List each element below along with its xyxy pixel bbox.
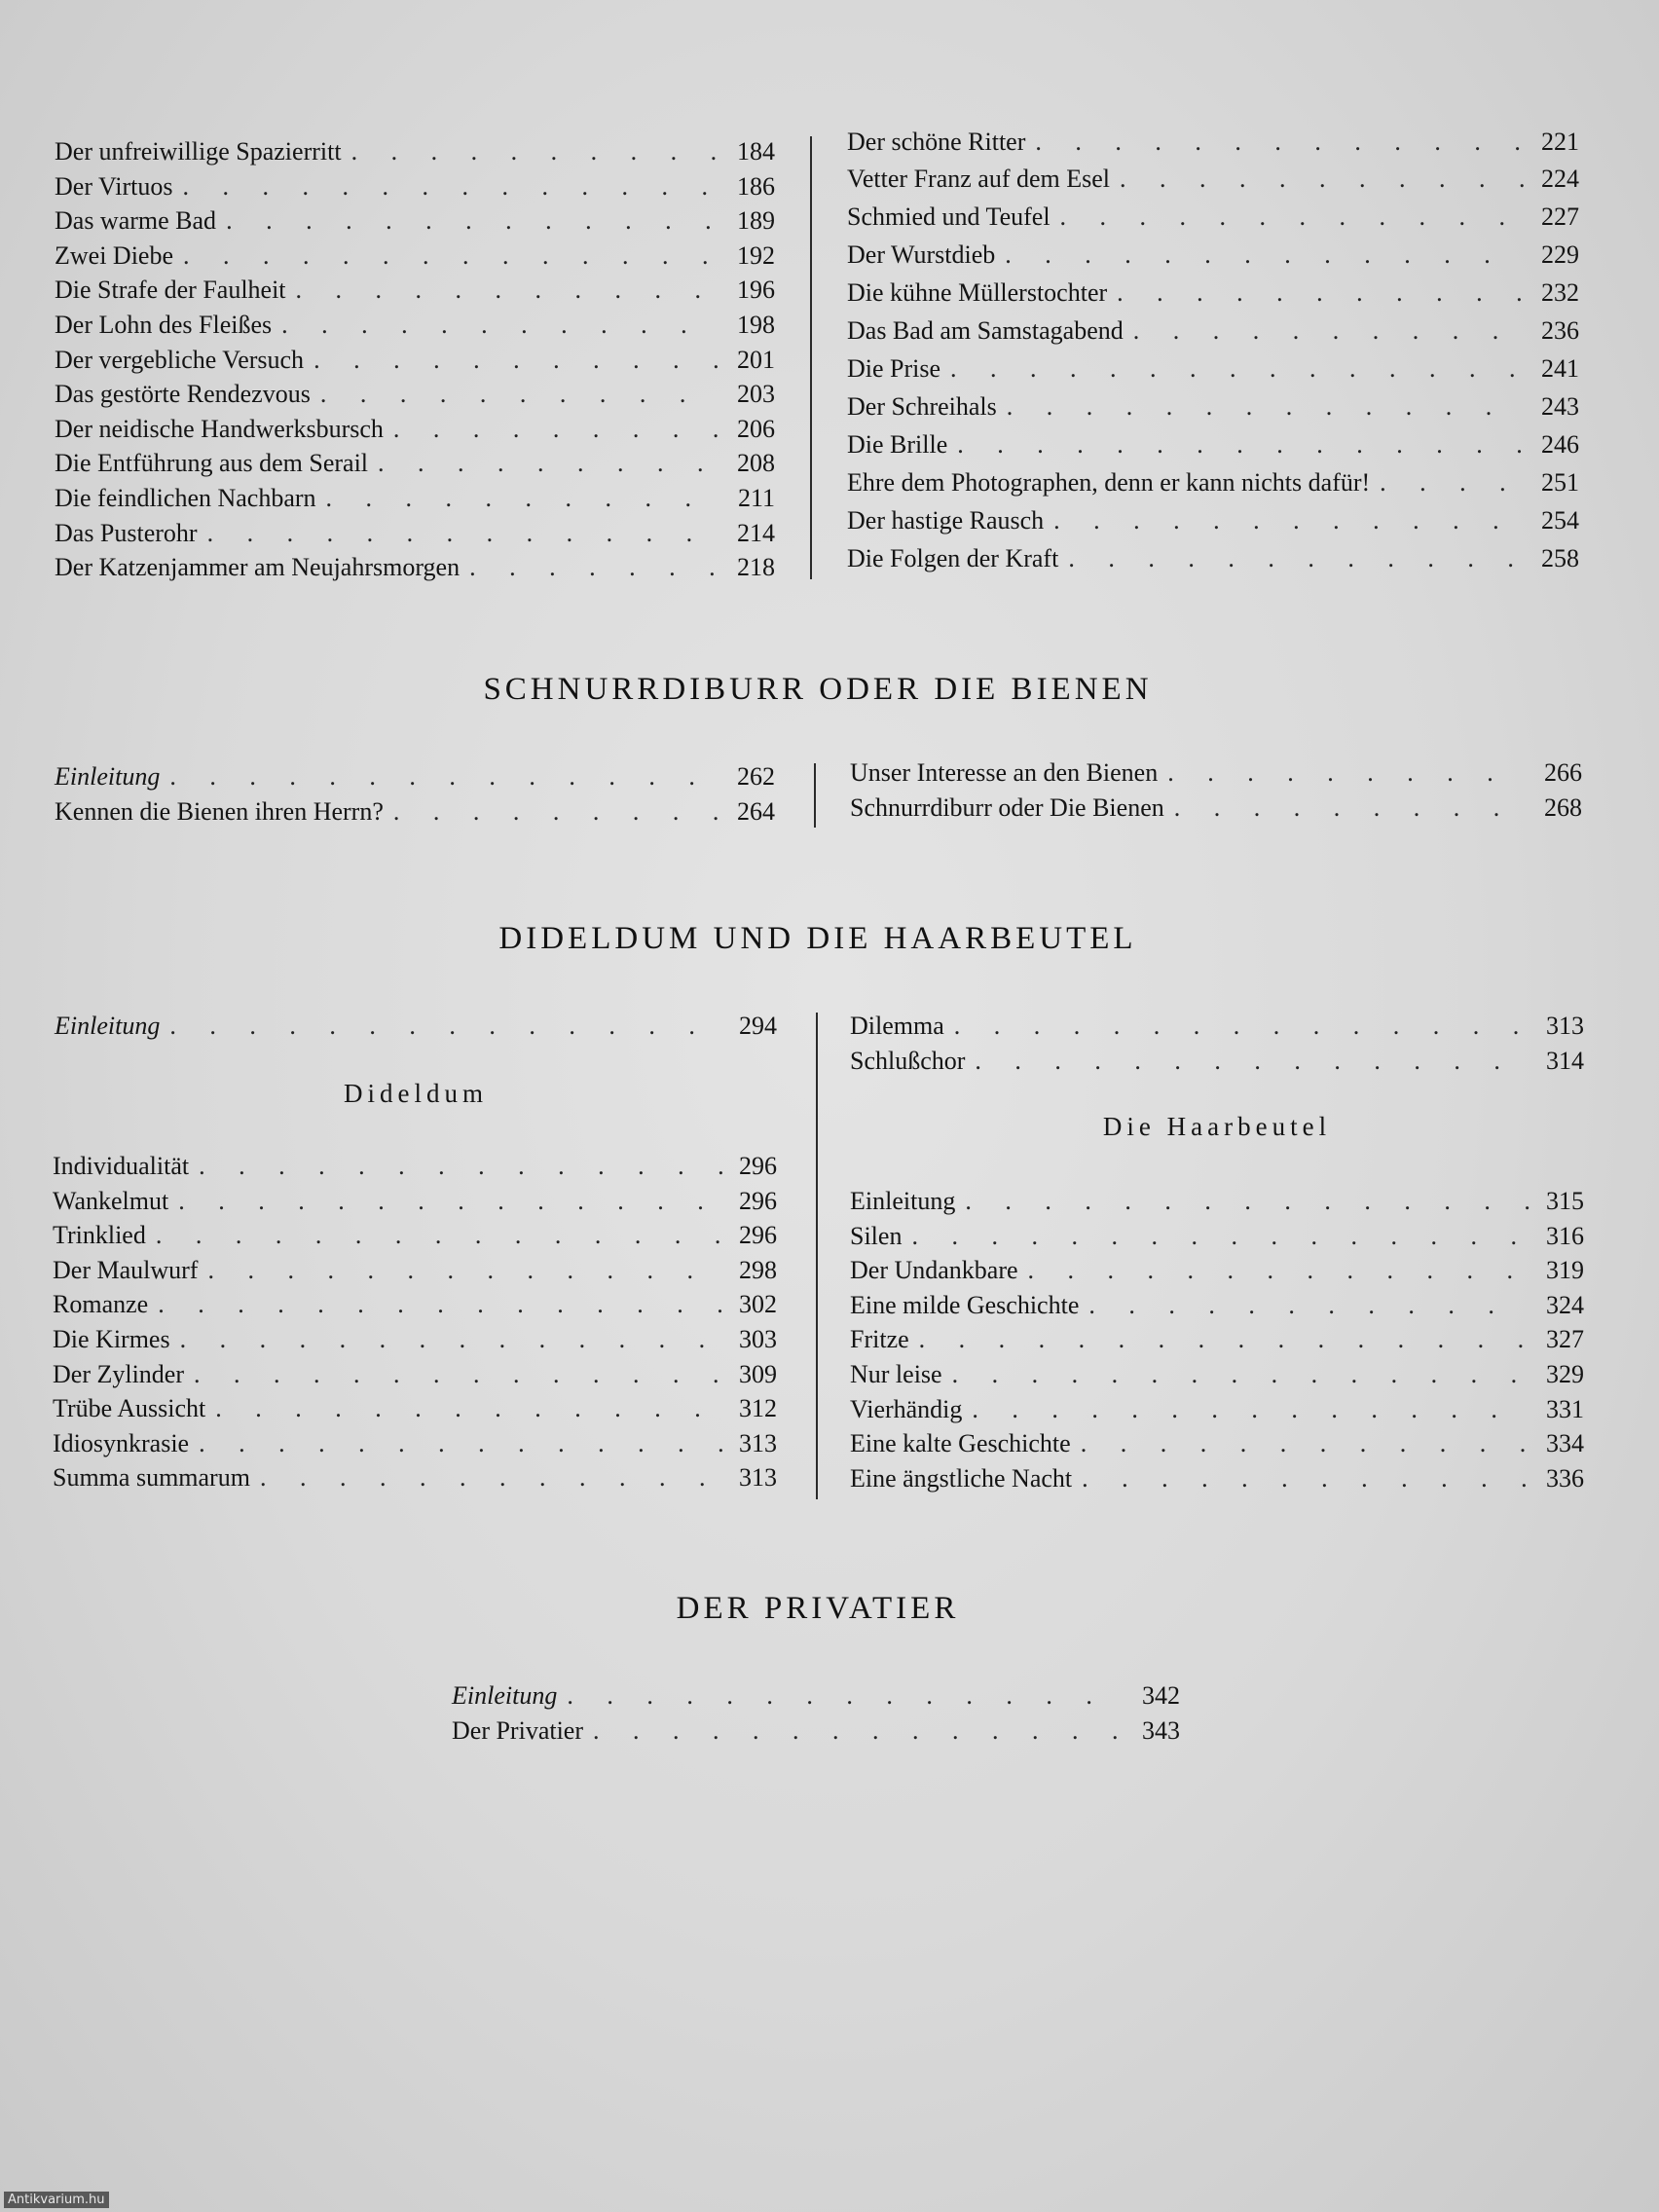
entry-title: Trübe Aussicht <box>53 1394 206 1423</box>
entry-title: Trinklied <box>53 1221 146 1250</box>
toc-entry <box>55 516 775 551</box>
subsection-heading-dideldum: Dideldum <box>344 1079 488 1108</box>
toc-entry <box>53 1218 777 1253</box>
entry-page: 236 <box>1541 315 1579 345</box>
toc-entry <box>847 501 1579 539</box>
toc-entry <box>53 1184 777 1219</box>
toc-entry <box>847 236 1579 274</box>
leader-dots <box>199 1426 722 1461</box>
leader-dots <box>180 1322 722 1357</box>
toc-entry <box>850 1044 1584 1079</box>
entry-title: Der Zylinder <box>53 1359 185 1388</box>
leader-dots <box>1120 160 1525 198</box>
leader-dots <box>954 1009 1530 1044</box>
toc-entry <box>847 463 1579 501</box>
toc-entry <box>847 539 1579 577</box>
entry-page: 334 <box>1546 1429 1584 1458</box>
toc-entry <box>847 125 1579 160</box>
entry-title: Eine ängstliche Nacht <box>850 1463 1073 1493</box>
leader-dots <box>393 794 720 830</box>
entry-title: Schlußchor <box>850 1046 966 1075</box>
leader-dots <box>169 759 720 794</box>
entry-page: 331 <box>1546 1394 1584 1423</box>
section-heading-dideldum: DIDELDUM UND DIE HAARBEUTEL <box>498 921 1137 956</box>
toc-entry <box>850 1253 1584 1288</box>
toc-entry <box>55 343 775 378</box>
entry-title: Der Undankbare <box>850 1256 1018 1285</box>
entry-page: 189 <box>737 206 775 236</box>
entry-page: 342 <box>1142 1681 1180 1710</box>
leader-dots <box>957 425 1525 463</box>
entry-page: 319 <box>1546 1256 1584 1285</box>
entry-page: 309 <box>739 1359 777 1388</box>
entry-page: 303 <box>739 1324 777 1353</box>
entry-page: 329 <box>1546 1359 1584 1388</box>
column-divider <box>810 136 812 579</box>
leader-dots <box>326 481 720 516</box>
leader-dots <box>281 308 720 343</box>
entry-title: Einleitung <box>55 762 161 791</box>
leader-dots <box>975 1044 1530 1079</box>
entry-page: 343 <box>1142 1715 1180 1745</box>
toc-entry <box>850 1322 1584 1357</box>
entry-page: 241 <box>1541 353 1579 383</box>
entry-title: Die feindlichen Nachbarn <box>55 483 316 512</box>
entry-title: Vetter Franz auf dem Esel <box>847 164 1111 193</box>
toc-entry <box>847 387 1579 425</box>
leader-dots <box>911 1219 1530 1254</box>
entry-title: Dilemma <box>850 1012 944 1040</box>
toc-entry <box>53 1253 777 1288</box>
entry-page: 243 <box>1541 391 1579 421</box>
entry-title: Einleitung <box>850 1187 956 1215</box>
toc-entry <box>53 1149 777 1184</box>
leader-dots <box>260 1460 722 1495</box>
leader-dots <box>1174 791 1528 826</box>
leader-dots <box>207 1253 722 1288</box>
leader-dots <box>1133 312 1525 350</box>
entry-page: 336 <box>1546 1463 1584 1493</box>
toc-entry <box>53 1322 777 1357</box>
entry-title: Einleitung <box>452 1681 558 1710</box>
toc-entry <box>847 160 1579 198</box>
entry-page: 232 <box>1541 277 1579 307</box>
leader-dots <box>469 550 720 585</box>
entry-title: Das gestörte Rendezvous <box>55 380 311 409</box>
entry-page: 254 <box>1541 505 1579 535</box>
entry-title: Der Wurstdieb <box>847 240 996 269</box>
entry-title: Die kühne Müllerstochter <box>847 277 1108 307</box>
entry-page: 302 <box>739 1290 777 1319</box>
toc-entry <box>53 1357 777 1392</box>
dideldum-intro <box>55 1009 777 1044</box>
toc-entry <box>850 791 1582 826</box>
entry-title: Das Bad am Samstagabend <box>847 315 1124 345</box>
schnurrdiburr-right-column <box>850 756 1582 825</box>
entry-page: 227 <box>1541 202 1579 231</box>
entry-page: 312 <box>739 1394 777 1423</box>
entry-title: Die Brille <box>847 429 948 459</box>
leader-dots <box>1053 501 1525 539</box>
toc-entry <box>55 308 775 343</box>
leader-dots <box>919 1322 1530 1357</box>
entry-page: 196 <box>737 276 775 305</box>
toc-entry <box>452 1678 1180 1714</box>
entry-title: Der Katzenjammer am Neujahrsmorgen <box>55 553 461 582</box>
leader-dots <box>1117 274 1525 312</box>
entry-page: 208 <box>737 449 775 478</box>
toc-entry <box>55 412 775 447</box>
entry-title: Der unfreiwillige Spazierritt <box>55 137 342 166</box>
toc-entry <box>55 759 775 794</box>
toc-entry <box>847 312 1579 350</box>
entry-page: 313 <box>739 1463 777 1493</box>
toc-entry <box>53 1426 777 1461</box>
entry-page: 218 <box>737 553 775 582</box>
toc-entry <box>55 239 775 274</box>
leader-dots <box>1068 539 1525 577</box>
toc-entry <box>850 1357 1584 1392</box>
entry-title: Das Pusterohr <box>55 518 198 547</box>
leader-dots <box>1082 1461 1530 1496</box>
entry-title: Romanze <box>53 1290 149 1319</box>
entry-title: Die Strafe der Faulheit <box>55 276 286 305</box>
toc-entry <box>847 425 1579 463</box>
leader-dots <box>1088 1288 1530 1323</box>
entry-title: Schmied und Teufel <box>847 202 1051 231</box>
entry-title: Nur leise <box>850 1359 942 1388</box>
entry-page: 296 <box>739 1152 777 1180</box>
dideldum-left-column <box>53 1149 777 1495</box>
entry-title: Vierhändig <box>850 1394 963 1423</box>
subsection-heading-haarbeutel: Die Haarbeutel <box>1102 1112 1332 1141</box>
entry-title: Die Prise <box>847 353 941 383</box>
toc-entry <box>53 1287 777 1322</box>
toc-entry <box>55 794 775 830</box>
leader-dots <box>296 273 720 308</box>
entry-title: Zwei Diebe <box>55 240 174 270</box>
entry-title: Der Schreihals <box>847 391 997 421</box>
entry-title: Silen <box>850 1221 903 1250</box>
toc-entry <box>55 134 775 169</box>
entry-page: 251 <box>1541 467 1579 497</box>
entry-title: Einleitung <box>55 1012 161 1040</box>
entry-page: 316 <box>1546 1221 1584 1250</box>
entry-title: Individualität <box>53 1152 190 1180</box>
entry-page: 315 <box>1546 1187 1584 1215</box>
entry-page: 198 <box>737 310 775 339</box>
toc-entry <box>850 1184 1584 1219</box>
entry-title: Ehre dem Photographen, denn er kann nichts dafür! <box>847 467 1371 497</box>
entry-page: 211 <box>737 483 775 512</box>
leader-dots <box>393 412 720 447</box>
entry-page: 246 <box>1541 429 1579 459</box>
leader-dots <box>351 134 720 169</box>
leader-dots <box>178 1184 722 1219</box>
entry-title: Das warme Bad <box>55 206 217 236</box>
leader-dots <box>378 446 720 481</box>
leader-dots <box>1167 756 1528 791</box>
leader-dots <box>226 203 720 239</box>
toc-entry <box>850 1461 1584 1496</box>
leader-dots <box>1007 387 1525 425</box>
toc-entry <box>850 1219 1584 1254</box>
watermark: Antikvarium.hu <box>4 2192 109 2208</box>
toc-entry <box>850 1426 1584 1461</box>
toc-entry <box>847 350 1579 387</box>
entry-title: Die Kirmes <box>53 1324 170 1353</box>
entry-page: 224 <box>1541 164 1579 193</box>
toc-entry <box>55 273 775 308</box>
leader-dots <box>215 1391 722 1426</box>
leader-dots <box>194 1357 722 1392</box>
section-heading-schnurrdiburr: SCHNURRDIBURR ODER DIE BIENEN <box>483 672 1153 707</box>
entry-page: 314 <box>1546 1046 1584 1075</box>
entry-title: Der Lohn des Fleißes <box>55 310 273 339</box>
entry-title: Fritze <box>850 1325 909 1354</box>
entry-title: Der Maulwurf <box>53 1255 199 1284</box>
leader-dots <box>320 377 720 412</box>
leader-dots <box>567 1678 1125 1714</box>
leader-dots <box>950 350 1525 387</box>
toc-entry <box>850 756 1582 791</box>
toc-entry <box>53 1391 777 1426</box>
entry-title: Die Entführung aus dem Serail <box>55 449 369 478</box>
leader-dots <box>1035 125 1525 160</box>
leader-dots <box>156 1218 722 1253</box>
entry-title: Wankelmut <box>53 1186 169 1215</box>
entry-title: Die Folgen der Kraft <box>847 543 1059 572</box>
leader-dots <box>952 1357 1530 1392</box>
entry-title: Der vergebliche Versuch <box>55 345 305 374</box>
entry-page: 214 <box>737 518 775 547</box>
toc-entry <box>55 169 775 204</box>
toc-entry <box>55 481 775 516</box>
toc-entry <box>847 198 1579 236</box>
leader-dots <box>169 1009 722 1044</box>
entry-title: Unser Interesse an den Bienen <box>850 758 1159 787</box>
leader-dots <box>313 343 720 378</box>
entry-title: Schnurrdiburr oder Die Bienen <box>850 793 1164 822</box>
entry-page: 313 <box>1546 1012 1584 1040</box>
entry-page: 229 <box>1541 240 1579 269</box>
toc-entry <box>847 274 1579 312</box>
entry-page: 258 <box>1541 543 1579 572</box>
leader-dots <box>183 239 720 274</box>
privatier-column <box>452 1678 1180 1748</box>
entry-title: Der neidische Handwerksbursch <box>55 414 384 443</box>
entry-page: 327 <box>1546 1325 1584 1354</box>
entry-title: Kennen die Bienen ihren Herrn? <box>55 796 384 826</box>
toc-entry <box>55 1009 777 1044</box>
entry-page: 313 <box>739 1428 777 1457</box>
toc-entry <box>850 1009 1584 1044</box>
entry-page: 186 <box>737 171 775 201</box>
entry-title: Der schöne Ritter <box>847 128 1026 156</box>
entry-title: Summa summarum <box>53 1463 250 1493</box>
leader-dots <box>182 169 720 204</box>
column-divider <box>814 763 816 828</box>
entry-page: 298 <box>739 1255 777 1284</box>
entry-page: 296 <box>739 1221 777 1250</box>
toc-entry <box>55 377 775 412</box>
entry-page: 203 <box>737 380 775 409</box>
section-heading-privatier: DER PRIVATIER <box>676 1591 960 1626</box>
top-right-column <box>847 125 1579 577</box>
toc-entry <box>55 203 775 239</box>
toc-entry <box>55 446 775 481</box>
entry-title: Der Privatier <box>452 1715 584 1745</box>
leader-dots <box>972 1392 1530 1427</box>
leader-dots <box>1380 463 1525 501</box>
entry-page: 324 <box>1546 1290 1584 1319</box>
entry-page: 206 <box>737 414 775 443</box>
entry-page: 268 <box>1544 793 1582 822</box>
top-left-column <box>55 134 775 585</box>
entry-page: 201 <box>737 345 775 374</box>
leader-dots <box>158 1287 722 1322</box>
entry-title: Eine milde Geschichte <box>850 1290 1080 1319</box>
entry-page: 221 <box>1541 128 1579 156</box>
entry-page: 264 <box>737 796 775 826</box>
column-divider <box>816 1013 818 1499</box>
haarbeutel-column <box>850 1184 1584 1495</box>
entry-page: 184 <box>737 137 775 166</box>
entry-page: 192 <box>737 240 775 270</box>
toc-entry <box>53 1460 777 1495</box>
leader-dots <box>965 1184 1530 1219</box>
leader-dots <box>1028 1253 1530 1288</box>
toc-entry <box>452 1714 1180 1749</box>
entry-page: 296 <box>739 1186 777 1215</box>
toc-entry <box>850 1392 1584 1427</box>
leader-dots <box>593 1714 1125 1749</box>
toc-entry <box>850 1288 1584 1323</box>
leader-dots <box>1081 1426 1530 1461</box>
entry-title: Der Virtuos <box>55 171 173 201</box>
entry-page: 266 <box>1544 758 1582 787</box>
leader-dots <box>1060 198 1525 236</box>
entry-title: Der hastige Rausch <box>847 505 1045 535</box>
schnurrdiburr-left-column <box>55 759 775 829</box>
toc-entry <box>55 550 775 585</box>
leader-dots <box>207 516 720 551</box>
entry-title: Idiosynkrasie <box>53 1428 190 1457</box>
entry-title: Eine kalte Geschichte <box>850 1429 1071 1458</box>
leader-dots <box>1005 236 1525 274</box>
dideldum-right-top <box>850 1009 1584 1078</box>
leader-dots <box>199 1149 722 1184</box>
entry-page: 262 <box>737 762 775 791</box>
entry-page: 294 <box>739 1012 777 1040</box>
